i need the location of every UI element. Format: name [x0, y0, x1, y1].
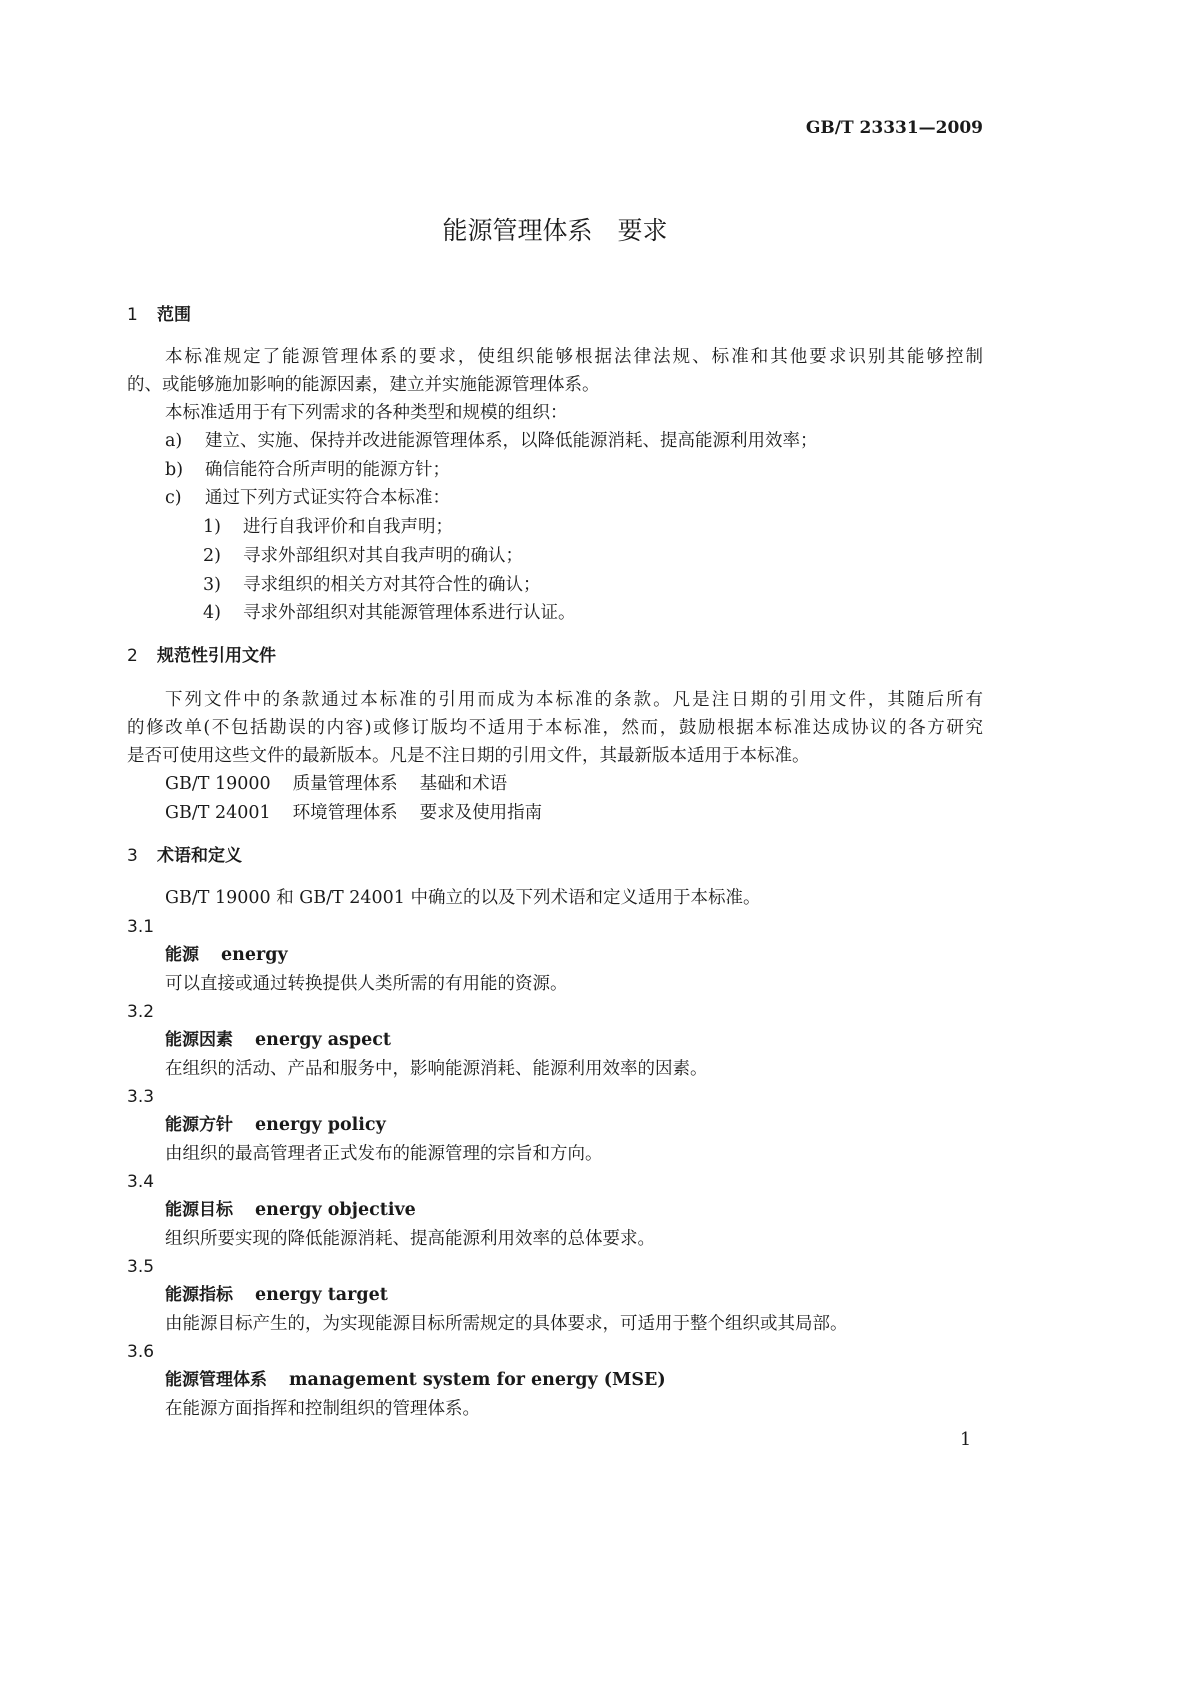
sub-list-item — [203, 542, 523, 570]
paragraph-line: 是否可使用这些文件的最新版本。凡是不注日期的引用文件，其最新版本适用于本标准。 — [127, 746, 810, 766]
section-number: 1 — [127, 305, 138, 325]
section-title: 范围 — [157, 305, 191, 325]
list-label: 3) — [203, 575, 221, 595]
term-en: energy policy — [255, 1115, 386, 1135]
term-number: 3.1 — [127, 917, 155, 937]
term-zh: 能源方针 — [165, 1115, 233, 1135]
term-zh: 能源目标 — [165, 1200, 233, 1220]
reference-title: 质量管理体系 — [292, 774, 398, 794]
list-text: 寻求组织的相关方对其符合性的确认； — [243, 575, 541, 595]
term-heading — [165, 1281, 388, 1309]
list-label: c) — [165, 488, 182, 508]
term-heading — [165, 1196, 416, 1224]
term-number: 3.6 — [127, 1342, 155, 1362]
term-definition: 可以直接或通过转换提供人类所需的有用能的资源。 — [165, 974, 568, 994]
list-label: 1) — [203, 517, 221, 537]
term-en: energy — [221, 945, 288, 965]
standard-number: GB/T 23331—2009 — [805, 118, 983, 138]
term-en: energy aspect — [255, 1030, 392, 1050]
term-number: 3.2 — [127, 1002, 155, 1022]
reference-title: 环境管理体系 — [292, 803, 398, 823]
list-item — [165, 484, 450, 512]
sub-list-item — [203, 571, 541, 599]
section-3-heading — [127, 842, 242, 870]
paragraph-line: GB/T 19000 和 GB/T 24001 中确立的以及下列术语和定义适用于本标准。 — [165, 888, 761, 908]
paragraph-line: 本标准规定了能源管理体系的要求，使组织能够根据法律法规、标准和其他要求识别其能够控制 — [165, 347, 983, 367]
paragraph-line: 下列文件中的条款通过本标准的引用而成为本标准的条款。凡是注日期的引用文件，其随后所有 — [165, 690, 983, 710]
term-en: energy target — [255, 1285, 388, 1305]
section-title: 术语和定义 — [157, 846, 242, 866]
term-number: 3.3 — [127, 1087, 155, 1107]
section-number: 3 — [127, 846, 138, 866]
term-definition: 在能源方面指挥和控制组织的管理体系。 — [165, 1399, 480, 1419]
list-item — [165, 427, 818, 455]
section-2-heading — [127, 642, 276, 670]
paragraph-line: 的、或能够施加影响的能源因素，建立并实施能源管理体系。 — [127, 375, 600, 395]
term-zh: 能源因素 — [165, 1030, 233, 1050]
term-en: management system for energy (MSE) — [289, 1370, 666, 1390]
list-item — [165, 456, 450, 484]
list-text: 进行自我评价和自我声明； — [243, 517, 453, 537]
paragraph-line: 本标准适用于有下列需求的各种类型和规模的组织： — [165, 403, 568, 423]
term-en: energy objective — [255, 1200, 416, 1220]
section-title: 规范性引用文件 — [157, 646, 276, 666]
list-label: b) — [165, 460, 184, 480]
reference-item — [165, 799, 542, 827]
term-number: 3.5 — [127, 1257, 155, 1277]
section-number: 2 — [127, 646, 138, 666]
list-text: 寻求外部组织对其自我声明的确认； — [243, 546, 523, 566]
term-zh: 能源管理体系 — [165, 1370, 267, 1390]
term-zh: 能源指标 — [165, 1285, 233, 1305]
sub-list-item — [203, 599, 576, 627]
section-1-heading — [127, 301, 191, 329]
list-text: 建立、实施、保持并改进能源管理体系，以降低能源消耗、提高能源利用效率； — [205, 431, 818, 451]
list-text: 确信能符合所声明的能源方针； — [205, 460, 450, 480]
paragraph-line: 的修改单(不包括勘误的内容)或修订版均不适用于本标准，然而，鼓励根据本标准达成协议的各方研究 — [127, 718, 983, 738]
reference-code: GB/T 24001 — [165, 803, 271, 823]
list-label: 2) — [203, 546, 221, 566]
term-zh: 能源 — [165, 945, 199, 965]
reference-subtitle: 要求及使用指南 — [419, 803, 543, 823]
term-definition: 组织所要实现的降低能源消耗、提高能源利用效率的总体要求。 — [165, 1229, 655, 1249]
list-text: 通过下列方式证实符合本标准： — [205, 488, 450, 508]
page-title: 能源管理体系 要求 — [442, 216, 668, 245]
term-number: 3.4 — [127, 1172, 155, 1192]
list-text: 寻求外部组织对其能源管理体系进行认证。 — [243, 603, 576, 623]
sub-list-item — [203, 513, 453, 541]
reference-code: GB/T 19000 — [165, 774, 271, 794]
page-number: 1 — [960, 1430, 972, 1450]
list-label: a) — [165, 431, 183, 451]
term-heading — [165, 941, 288, 969]
term-definition: 在组织的活动、产品和服务中，影响能源消耗、能源利用效率的因素。 — [165, 1059, 708, 1079]
list-label: 4) — [203, 603, 221, 623]
reference-subtitle: 基础和术语 — [419, 774, 508, 794]
reference-item — [165, 770, 507, 798]
term-heading — [165, 1111, 386, 1139]
term-heading — [165, 1366, 666, 1394]
term-definition: 由组织的最高管理者正式发布的能源管理的宗旨和方向。 — [165, 1144, 603, 1164]
term-definition: 由能源目标产生的，为实现能源目标所需规定的具体要求，可适用于整个组织或其局部。 — [165, 1314, 848, 1334]
term-heading — [165, 1026, 391, 1054]
